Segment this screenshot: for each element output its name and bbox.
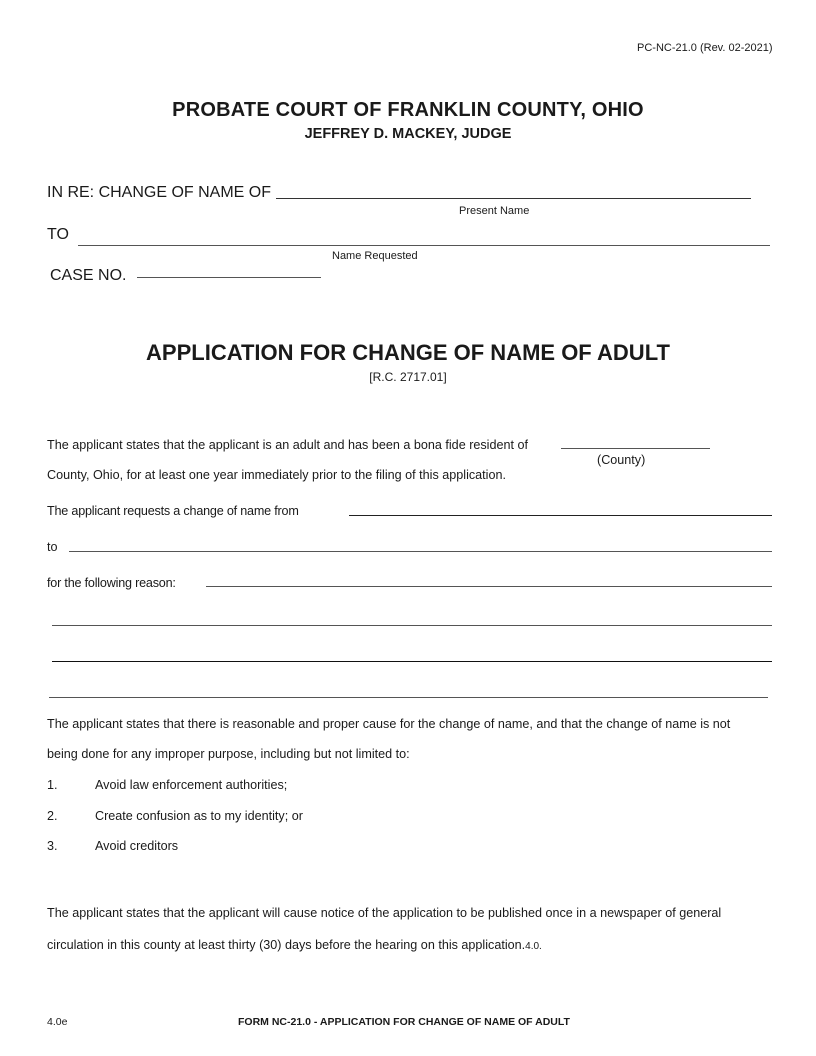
- cause-text-line2: being done for any improper purpose, including but not limited to:: [47, 747, 410, 761]
- list-item-number: 1.: [47, 778, 58, 792]
- change-to-label: to: [47, 540, 58, 554]
- county-field[interactable]: [561, 448, 710, 449]
- change-from-field[interactable]: [349, 515, 772, 516]
- county-caption: (County): [597, 453, 646, 467]
- statute-reference: [R.C. 2717.01]: [369, 370, 447, 384]
- notice-text-line1: The applicant states that the applicant will cause notice of the application to be published once in a newspaper of general: [47, 906, 722, 920]
- list-item-text: Create confusion as to my identity; or: [95, 809, 303, 823]
- footer-version: 4.0e: [47, 1016, 68, 1028]
- reason-line-3[interactable]: [52, 661, 772, 662]
- list-item-text: Avoid law enforcement authorities;: [95, 778, 288, 792]
- notice-text-line2: circulation in this county at least thirty (30) days before the hearing on this application.4.0.: [47, 938, 542, 952]
- name-requested-field[interactable]: [78, 245, 770, 246]
- document-title: APPLICATION FOR CHANGE OF NAME OF ADULT: [146, 340, 670, 365]
- reason-line-1[interactable]: [206, 586, 772, 587]
- present-name-caption: Present Name: [459, 205, 530, 217]
- case-no-field[interactable]: [137, 277, 321, 278]
- list-item-number: 3.: [47, 839, 58, 853]
- list-item-text: Avoid creditors: [95, 839, 179, 853]
- name-requested-caption: Name Requested: [332, 250, 418, 262]
- change-to-field[interactable]: [69, 551, 772, 552]
- footer-form-title: FORM NC-21.0 - APPLICATION FOR CHANGE OF NAME OF ADULT: [238, 1016, 570, 1028]
- judge-name: JEFFREY D. MACKEY, JUDGE: [304, 126, 512, 142]
- reason-line-4[interactable]: [49, 697, 768, 698]
- residency-text-line1: The applicant states that the applicant is an adult and has been a bona fide resident of: [47, 438, 528, 452]
- cause-text-line1: The applicant states that there is reasonable and proper cause for the change of name, and that the change of name is not: [47, 717, 731, 731]
- court-name: PROBATE COURT OF FRANKLIN COUNTY, OHIO: [172, 99, 644, 121]
- version-mark: 4.0.: [525, 941, 542, 952]
- list-item-number: 2.: [47, 809, 58, 823]
- case-no-label: CASE NO.: [50, 267, 127, 284]
- reason-label: for the following reason:: [47, 576, 176, 590]
- residency-text-line2: County, Ohio, for at least one year immediately prior to the filing of this application.: [47, 468, 506, 482]
- present-name-field[interactable]: [276, 198, 751, 199]
- reason-line-2[interactable]: [52, 625, 772, 626]
- in-re-label: IN RE: CHANGE OF NAME OF: [47, 184, 272, 201]
- change-from-label: The applicant requests a change of name from: [47, 504, 299, 518]
- form-id: PC-NC-21.0 (Rev. 02-2021): [637, 42, 773, 54]
- to-label: TO: [47, 226, 69, 243]
